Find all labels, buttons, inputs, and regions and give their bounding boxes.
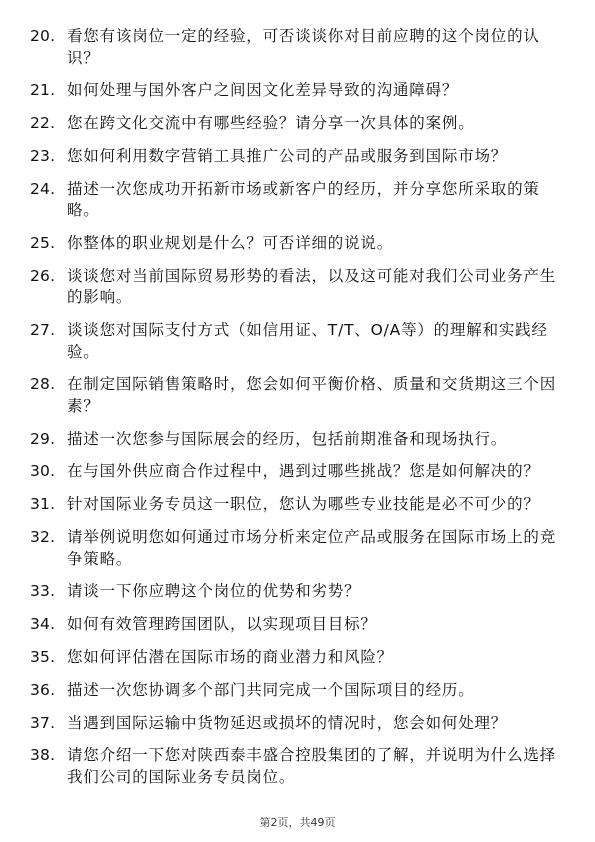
question-text: 你整体的职业规划是什么？可否详细的说说。 [67, 233, 394, 252]
question-item [30, 179, 565, 222]
question-number: 38. [30, 746, 56, 765]
question-number: 32. [30, 528, 56, 547]
question-number: 29. [30, 429, 56, 448]
question-item [30, 374, 565, 417]
question-item [30, 266, 565, 309]
question-text: 您在跨文化交流中有哪些经验？请分享一次具体的案例。 [67, 114, 475, 133]
question-item [30, 647, 565, 669]
question-text: 看您有该岗位一定的经验，可否谈谈你对目前应聘的这个岗位的认识？ [67, 27, 540, 67]
question-number: 30. [30, 462, 56, 481]
question-item [30, 614, 565, 636]
question-number: 35. [30, 647, 56, 666]
question-number: 37. [30, 713, 56, 732]
question-number: 26. [30, 266, 56, 285]
question-text: 如何有效管理跨国团队，以实现项目目标？ [67, 615, 377, 634]
question-number: 28. [30, 375, 56, 394]
question-list [30, 26, 565, 800]
question-number: 24. [30, 179, 56, 198]
question-text: 在与国外供应商合作过程中，遇到过哪些挑战？您是如何解决的？ [67, 462, 540, 481]
question-number: 27. [30, 321, 56, 340]
question-text: 针对国际业务专员这一职位，您认为哪些专业技能是必不可少的？ [67, 495, 540, 514]
question-text: 请您介绍一下您对陕西泰丰盛合控股集团的了解，并说明为什么选择我们公司的国际业务专员岗位。 [67, 746, 557, 786]
question-item [30, 26, 565, 69]
question-item [30, 429, 565, 451]
question-text: 描述一次您成功开拓新市场或新客户的经历，并分享您所采取的策略。 [67, 179, 540, 220]
question-item [30, 745, 565, 788]
page-footer: 第2页，共49页 [259, 816, 336, 829]
question-number: 20. [30, 27, 56, 45]
question-item [30, 494, 565, 516]
question-item [30, 581, 565, 603]
question-item [30, 527, 565, 570]
question-text: 当遇到国际运输中货物延迟或损坏的情况时，您会如何处理？ [67, 713, 508, 732]
question-number: 31. [30, 495, 56, 514]
question-number: 25. [30, 233, 56, 252]
question-item [30, 680, 565, 702]
question-text: 请谈一下你应聘这个岗位的优势和劣势？ [67, 582, 361, 601]
question-number: 34. [30, 615, 56, 634]
question-text: 您如何评估潜在国际市场的商业潜力和风险？ [67, 647, 394, 666]
question-text: 描述一次您参与国际展会的经历，包括前期准备和现场执行。 [67, 429, 508, 448]
question-item [30, 233, 565, 255]
question-text: 请举例说明您如何通过市场分析来定位产品或服务在国际市场上的竞争策略。 [67, 528, 557, 568]
question-item [30, 713, 565, 735]
question-number: 36. [30, 680, 56, 699]
question-text: 谈谈您对国际支付方式（如信用证、T/T、O/A等）的理解和实践经验。 [67, 321, 548, 361]
question-item [30, 461, 565, 483]
question-item [30, 113, 565, 135]
question-text: 您如何利用数字营销工具推广公司的产品或服务到国际市场？ [67, 146, 508, 165]
question-item [30, 320, 565, 363]
question-item [30, 80, 565, 102]
question-item [30, 146, 565, 168]
question-number: 33. [30, 582, 56, 601]
question-number: 21. [30, 81, 56, 100]
question-number: 23. [30, 146, 56, 165]
question-text: 如何处理与国外客户之间因文化差异导致的沟通障碍？ [67, 81, 459, 100]
question-text: 谈谈您对当前国际贸易形势的看法，以及这可能对我们公司业务产生的影响。 [67, 266, 557, 307]
question-text: 描述一次您协调多个部门共同完成一个国际项目的经历。 [67, 680, 475, 699]
question-number: 22. [30, 114, 56, 133]
question-text: 在制定国际销售策略时，您会如何平衡价格、质量和交货期这三个因素？ [67, 375, 557, 415]
